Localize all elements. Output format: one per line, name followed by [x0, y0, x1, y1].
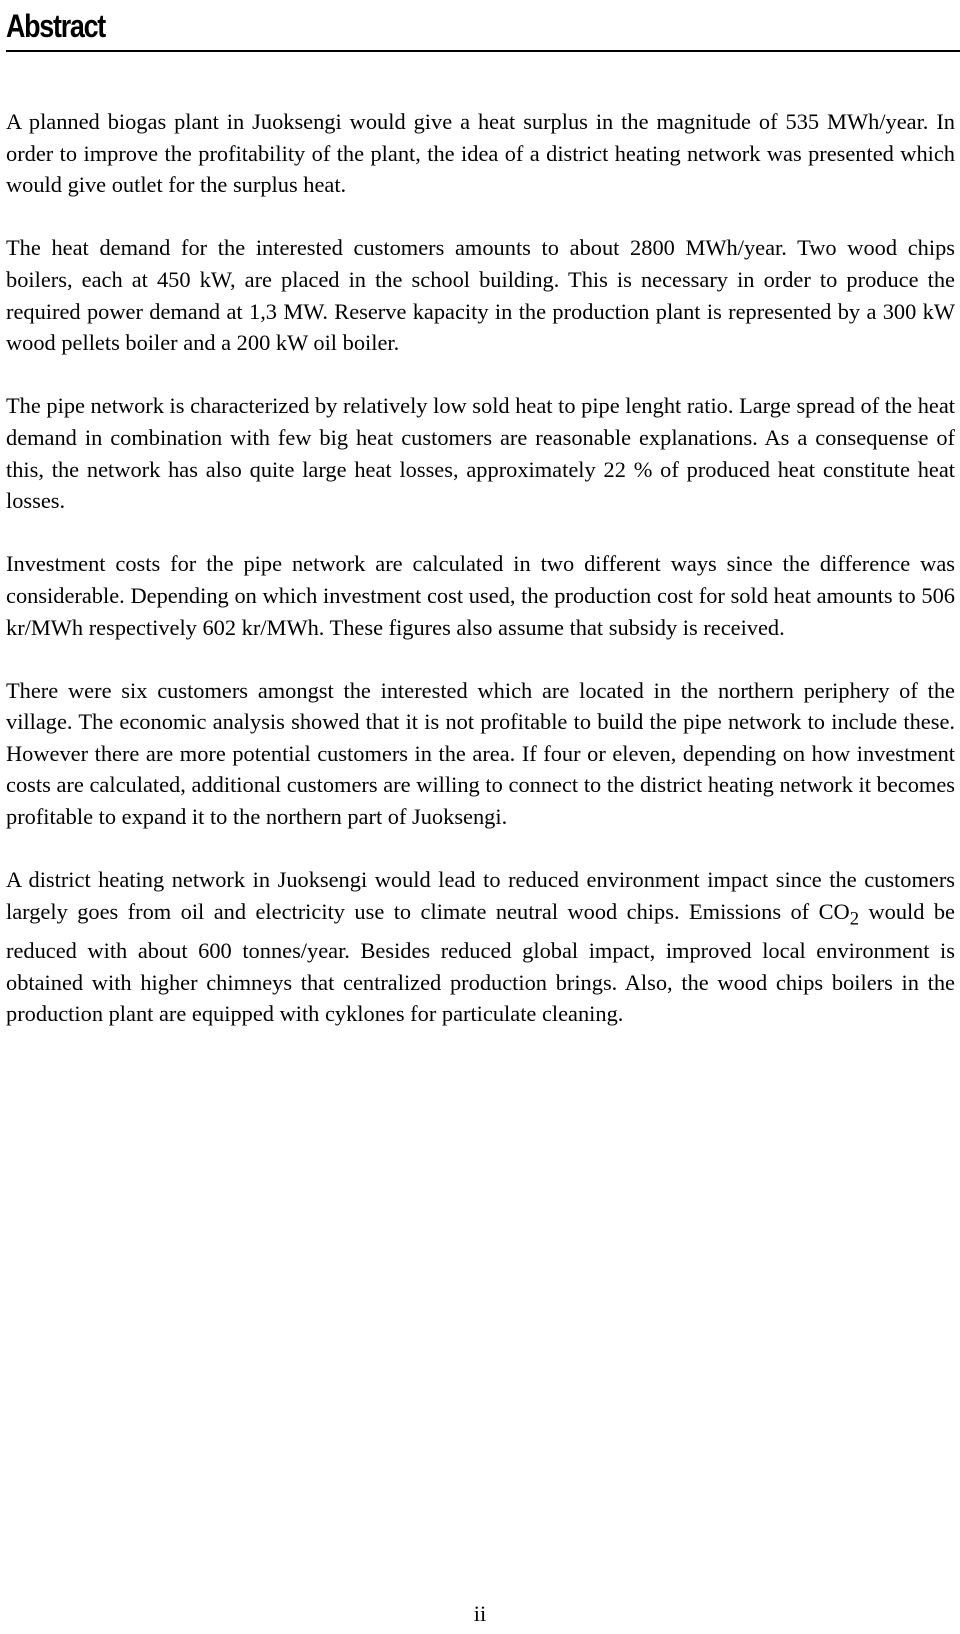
heading-rule — [6, 0, 960, 52]
paragraph-2: The heat demand for the interested customers amounts to about 2800 MWh/year. Two wood chips boilers, each at 450 kW, are placed in the school building. This is necessary in order to produce the required power demand at 1,3 MW. Reserve kapacity in the production plant is represented by a 300 kW wood pellets boiler and a 200 kW oil boiler. — [6, 235, 955, 356]
paragraph-6 — [6, 864, 955, 1029]
page-number: ii — [473, 1601, 487, 1626]
paragraph-5: There were six customers amongst the interested which are located in the northern periphery of the village. The economic analysis showed that it is not profitable to build the pipe network to include these. However there are more potential customers in the area. If four or eleven, depending on how investment costs are calculated, additional customers are willing to connect to the district heating network it becomes profitable to expand it to the northern part of Juoksengi. — [6, 677, 955, 830]
paragraph-6-text-end: would be reduced with about 600 tonnes/year. Besides reduced global impact, improved local environment is obtained with higher chimneys that centralized production brings. Also, the wood chips boilers in the production plant are equipped with cyklones for particulate cleaning. — [6, 898, 955, 1027]
paragraph-6-text-start: A district heating network in Juoksengi would lead to reduced environment impact since the customers largely goes from oil and electricity use to climate neutral wood chips. Emissions of — [6, 867, 955, 924]
abstract-body — [6, 106, 955, 1061]
co2-subscript: 2 — [849, 908, 860, 930]
paragraph-4: Investment costs for the pipe network are calculated in two different ways since the difference was considerable. Depending on which investment cost used, the production cost for sold heat amounts to 506 kr/MWh respectively 602 kr/MWh. These figures also assume that subsidy is received. — [6, 551, 955, 640]
co2-formula — [818, 898, 860, 930]
paragraph-1: A planned biogas plant in Juoksengi would give a heat surplus in the magnitude of 535 MWh/year. In order to improve the profitability of the plant, the idea of a district heating network was presented which would give outlet for the surplus heat. — [6, 109, 955, 198]
co2-base: CO — [818, 898, 850, 924]
section-heading: Abstract — [6, 8, 105, 44]
paragraph-3: The pipe network is characterized by relatively low sold heat to pipe lenght ratio. Large spread of the heat demand in combination with few big heat customers are reasonable explanations. As a consequense of this, the network has also quite large heat losses, approximately 22 % of produced heat constitute heat losses. — [6, 393, 955, 514]
